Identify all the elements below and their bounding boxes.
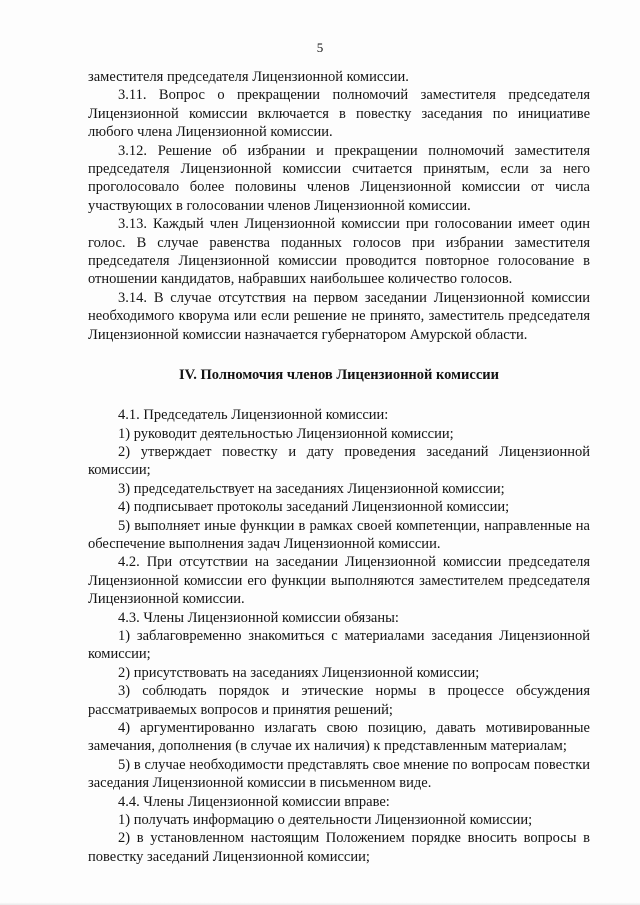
paragraph-4-2: 4.2. При отсутствии на заседании Лицензионной комиссии председателя Лицензионной комиссии его функции выполняются заместителем председателя Лицензионной комиссии.	[88, 554, 590, 608]
paragraph-continuation: заместителя председателя Лицензионной комиссии.	[88, 69, 409, 85]
list-item-4-1-5: 5) выполняет иные функции в рамках своей компетенции, направленные на обеспечение выполнения задач Лицензионной комиссии.	[88, 517, 590, 552]
section-heading: IV. Полномочия членов Лицензионной комиссии	[179, 367, 499, 384]
list-item-4-1-1: 1) руководит деятельностью Лицензионной комиссии;	[118, 425, 454, 442]
list-item-4-1-4: 4) подписывает протоколы заседаний Лицензионной комиссии;	[118, 499, 510, 516]
list-item-4-3-5: 5) в случае необходимости представлять свое мнение по вопросам повестки заседания Лицензионной комиссии в письменном виде.	[88, 756, 590, 792]
page-number: 5	[316, 40, 324, 55]
paragraph-4-1: 4.1. Председатель Лицензионной комиссии:	[118, 407, 389, 424]
paragraph-3-14: 3.14. В случае отсутствия на первом заседании Лицензионной комиссии необходимого кворума или если решение не принято, заместитель председателя Лицензионной комиссии назначается губернатором Амурской области.	[88, 289, 590, 343]
paragraph-3-13: 3.13. Каждый член Лицензионной комиссии при голосовании имеет один голос. В случае равенства поданных голосов при избрании заместителя председателя Лицензионной комиссии проводится повторное голосование в отношении кандидатов, набравших наибольшее количество голосов.	[88, 216, 590, 288]
list-item-4-3-3: 3) соблюдать порядок и этические нормы в процессе обсуждения рассматриваемых вопросов и принятия решений;	[88, 683, 590, 718]
paragraph-3-11: 3.11. Вопрос о прекращении полномочий заместителя председателя Лицензионной комиссии включается в повестку заседания по инициативе любого члена Лицензионной комиссии.	[88, 87, 590, 141]
list-item-4-4-2: 2) в установленном настоящим Положением порядке вносить вопросы в повестку заседаний Лицензионной комиссии;	[88, 830, 590, 865]
list-item-4-3-4: 4) аргументированно излагать свою позицию, давать мотивированные замечания, дополнения (в случае их наличия) к представленным материалам;	[88, 720, 590, 755]
list-item-4-1-2: 2) утверждает повестку и дату проведения заседаний Лицензионной комиссии;	[88, 443, 590, 479]
list-item-4-3-1: 1) заблаговременно знакомиться с материалами заседания Лицензионной комиссии;	[88, 627, 590, 663]
paragraph-3-12: 3.12. Решение об избрании и прекращении полномочий заместителя председателя Лицензионной комиссии считается принятым, если за него проголосовало более половины членов Лицензионной комиссии от числа участвующих в голосовании членов Лицензионной комиссии.	[88, 142, 590, 214]
list-item-4-4-1: 1) получать информацию о деятельности Лицензионной комиссии;	[118, 812, 533, 829]
paragraph-4-4: 4.4. Члены Лицензионной комиссии вправе:	[118, 793, 390, 810]
document-body	[88, 68, 590, 866]
list-item-4-3-2: 2) присутствовать на заседаниях Лицензионной комиссии;	[118, 664, 480, 681]
list-item-4-1-3: 3) председательствует на заседаниях Лицензионной комиссии;	[118, 480, 505, 497]
paragraph-4-3: 4.3. Члены Лицензионной комиссии обязаны:	[118, 609, 399, 626]
